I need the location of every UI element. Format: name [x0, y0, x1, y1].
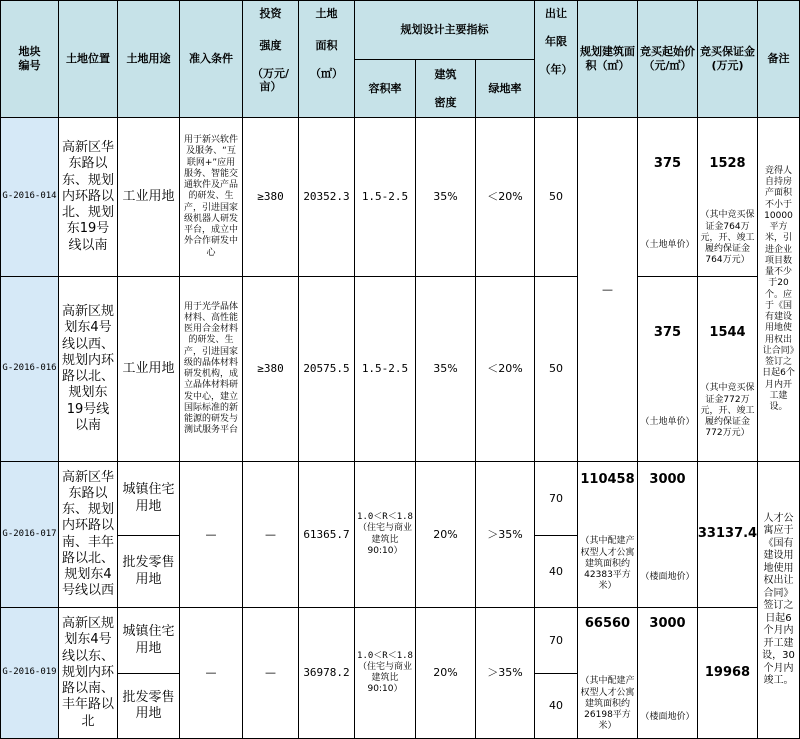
header-planning: [354, 0, 535, 60]
row4-far-value: 1.0＜R＜1.8: [357, 650, 413, 661]
row3-location: [58, 461, 118, 608]
row2-green-text: ＜20%: [487, 362, 523, 376]
row3-density: [415, 461, 476, 608]
header-remark: [757, 0, 800, 118]
row2-location-text: 高新区规划东4号线以西、规划内环路以北、规划东19号线以南: [62, 304, 115, 433]
row1-price-note: （土地单价）: [640, 240, 695, 251]
header-start-price: [637, 0, 698, 118]
row4-invest-text: —: [265, 666, 276, 680]
row1-far: [354, 117, 416, 277]
row2-conditions: [179, 276, 243, 462]
row3-green: [475, 461, 535, 608]
row1-use-text: 工业用地: [122, 188, 175, 204]
row4-use-a-text: 城镇住宅用地: [122, 624, 175, 656]
row1-green: [475, 117, 535, 277]
residential-remark: [757, 461, 800, 739]
header-conditions: [179, 0, 243, 118]
header-use-text: 土地用途: [126, 52, 171, 66]
row3-parcel-text: G-2016-017: [2, 528, 57, 539]
row2-parcel-text: G-2016-016: [2, 363, 57, 374]
row4-invest: [242, 607, 299, 739]
row2-deposit: [697, 276, 758, 462]
row4-conditions-text: —: [205, 666, 217, 680]
header-build-area-text: 规划建筑面积（㎡）: [580, 45, 635, 72]
row2-invest-text: ≥380: [257, 362, 284, 376]
row3-far-note: （住宅与商业建筑比90:10）: [358, 523, 413, 556]
row1-far-text: 1.5-2.5: [361, 190, 409, 204]
row4-location: [58, 607, 118, 739]
row1-parcel: [0, 117, 59, 277]
row1-green-text: ＜20%: [487, 190, 523, 204]
row4-density-text: 20%: [433, 666, 458, 680]
row4-area: [298, 607, 355, 739]
row2-far-text: 1.5-2.5: [361, 362, 409, 376]
header-planning-text: 规划设计主要指标: [400, 23, 489, 37]
header-density: [415, 59, 476, 118]
row1-density: [415, 117, 476, 277]
row2-term-text: 50: [549, 362, 563, 376]
header-term-l1: 出让: [545, 7, 567, 20]
row4-use-retail: [117, 673, 180, 739]
header-density-l2: 密度: [434, 95, 457, 109]
header-far-text: 容积率: [368, 81, 402, 95]
row3-far: [354, 461, 416, 608]
row4-term-residential: [534, 607, 578, 674]
header-area-l2: 面积: [315, 38, 338, 52]
row1-price: [637, 117, 698, 277]
header-density-l1: 建筑: [434, 67, 457, 81]
header-area-unit: （㎡）: [310, 66, 343, 80]
row3-use-b-text: 批发零售用地: [122, 555, 175, 587]
row1-deposit-note: （其中竞买保证金764万元，开、竣工履约保证金764万元）: [700, 210, 755, 266]
row1-use: [117, 117, 180, 277]
row3-price-note: （楼面地价）: [640, 572, 695, 583]
header-invest: [242, 0, 299, 118]
row2-area: [298, 276, 355, 462]
row1-term-text: 50: [549, 190, 563, 204]
row4-term-b-text: 40: [549, 699, 563, 713]
header-deposit-text: 竞买保证金(万元): [700, 45, 755, 72]
residential-remark-text: 人才公寓应于《国有建设用地使用权出让合同》签订之日起6个月内开工建设，30个月内竣工。: [762, 512, 795, 686]
row3-use-retail: [117, 535, 180, 608]
row2-density-text: 35%: [433, 362, 458, 376]
row4-area-text: 36978.2: [303, 666, 350, 680]
row3-term-b-text: 40: [549, 564, 563, 578]
row4-green: [475, 607, 535, 739]
row2-conditions-text: 用于光学晶体材料、高性能医用合金材料的研发、生产，引进国家级的晶体材料研发机构，成立晶体材料研发中心，建立国际标准的新能源的研发与测试服务平台: [183, 301, 238, 436]
row2-location: [58, 276, 118, 462]
header-start-price-text: 竞买起始价（元/㎡）: [640, 45, 695, 72]
row4-far: [354, 607, 416, 739]
row3-invest-text: —: [265, 527, 276, 541]
industrial-remark-text: 竞得人自持房产面积不小于10000平方米，引进企业项目数量不少于20个。应于《国有建设用地使用权出让合同》签订之日起6个月内开工建设。: [762, 165, 795, 412]
row2-invest: [242, 276, 299, 462]
row3-build-area-note: （其中配建产权型人才公寓建筑面积约42383平方米）: [580, 536, 635, 592]
row2-area-text: 20575.5: [303, 362, 350, 376]
row3-location-text: 高新区华东路以东、规划内环路以南、丰年路以北、规划东4号线以西: [62, 469, 115, 599]
header-term-unit: （年）: [539, 62, 573, 76]
row3-conditions: [179, 461, 243, 608]
row4-use-residential: [117, 607, 180, 674]
row3-term-residential: [534, 461, 578, 536]
row3-use-residential: [117, 461, 180, 536]
row4-price: [637, 607, 698, 739]
header-term-l2: 年限: [545, 34, 567, 48]
row4-deposit: [697, 607, 758, 739]
row3-conditions-text: —: [205, 527, 217, 541]
row2-deposit-value: 1544: [709, 325, 746, 340]
industrial-remark: [757, 117, 800, 462]
header-invest-l2: 强度: [259, 38, 282, 52]
row4-parcel: [0, 607, 59, 739]
header-conditions-text: 准入条件: [189, 52, 233, 66]
row3-term-retail: [534, 535, 578, 608]
header-green: [475, 59, 535, 118]
row1-deposit-value: 1528: [709, 156, 746, 171]
row3-far-value: 1.0＜R＜1.8: [357, 512, 413, 522]
row1-parcel-text: G-2016-014: [2, 191, 57, 202]
row3-parcel: [0, 461, 59, 608]
row1-conditions: [179, 117, 243, 277]
row1-area-text: 20352.3: [303, 190, 350, 204]
row3-green-text: ＞35%: [487, 527, 523, 541]
header-parcel-no-text: 地块编号: [18, 45, 41, 72]
row4-far-note: （住宅与商业建筑比90:10）: [358, 661, 413, 695]
header-invest-l1: 投资: [259, 7, 282, 20]
row4-location-text: 高新区规划东4号线以东、规划内环路以南、丰年路以北: [62, 616, 115, 729]
row1-term: [534, 117, 578, 277]
row4-use-b-text: 批发零售用地: [122, 689, 175, 721]
header-term: [534, 0, 578, 118]
row4-term-retail: [534, 673, 578, 739]
header-parcel-no: [0, 0, 59, 118]
row1-location-text: 高新区华东路以东、规划内环路以北、规划东19号线以南: [62, 140, 115, 253]
row3-invest: [242, 461, 299, 608]
row2-parcel: [0, 276, 59, 462]
row2-green: [475, 276, 535, 462]
row3-area: [298, 461, 355, 608]
row4-parcel-text: G-2016-019: [2, 667, 57, 678]
row1-price-value: 375: [653, 156, 682, 171]
row1-density-text: 35%: [433, 190, 458, 204]
row3-density-text: 20%: [433, 527, 458, 541]
row4-green-text: ＞35%: [487, 666, 523, 680]
row3-price: [637, 461, 698, 608]
header-area-l1: 土地: [315, 7, 338, 20]
row2-deposit-note: （其中竞买保证金772万元，开、竣工履约保证金772万元）: [700, 383, 755, 439]
row1-invest: [242, 117, 299, 277]
row2-price: [637, 276, 698, 462]
row3-build-area: [577, 461, 638, 608]
row2-far: [354, 276, 416, 462]
row2-price-value: 375: [653, 325, 682, 340]
header-use: [117, 0, 180, 118]
header-green-text: 绿地率: [488, 81, 522, 95]
header-invest-l3: （万元/亩）: [251, 66, 290, 94]
row1-location: [58, 117, 118, 277]
row2-term: [534, 276, 578, 462]
row3-build-area-value: 110458: [580, 472, 635, 487]
row4-build-area-note: （其中配建产权型人才公寓建筑面积约26198平方米）: [580, 676, 635, 732]
row2-use: [117, 276, 180, 462]
industrial-build-area: [577, 117, 638, 462]
header-location: [58, 0, 118, 118]
header-build-area: [577, 0, 638, 118]
header-deposit: [697, 0, 758, 118]
row1-deposit: [697, 117, 758, 277]
row3-price-value: 3000: [649, 472, 686, 487]
row3-deposit: [697, 461, 758, 608]
row1-conditions-text: 用于新兴软件及服务、“互联网+”应用服务、智能交通软件及产品的研发、生产，引进国家级机器人研发平台，成立中外合作研发中心: [183, 135, 238, 258]
industrial-build-area-text: —: [602, 282, 613, 296]
row2-use-text: 工业用地: [122, 360, 175, 376]
row3-deposit-value: 33137.4: [697, 526, 758, 542]
row4-build-area: [577, 607, 638, 739]
row4-term-a-text: 70: [549, 633, 563, 647]
header-location-text: 土地位置: [66, 52, 110, 66]
row4-density: [415, 607, 476, 739]
header-remark-text: 备注: [767, 52, 790, 66]
row2-price-note: （土地单价）: [640, 417, 695, 428]
row4-deposit-value: 19968: [704, 664, 751, 680]
row1-invest-text: ≥380: [257, 190, 284, 204]
row4-price-note: （楼面地价）: [640, 712, 695, 723]
row3-term-a-text: 70: [549, 491, 563, 505]
row2-density: [415, 276, 476, 462]
row4-build-area-value: 66560: [584, 616, 631, 631]
row4-conditions: [179, 607, 243, 739]
header-far: [354, 59, 416, 118]
row1-area: [298, 117, 355, 277]
row3-use-a-text: 城镇住宅用地: [122, 482, 175, 514]
row4-price-value: 3000: [649, 616, 686, 631]
header-area: [298, 0, 355, 118]
row3-area-text: 61365.7: [303, 527, 350, 541]
